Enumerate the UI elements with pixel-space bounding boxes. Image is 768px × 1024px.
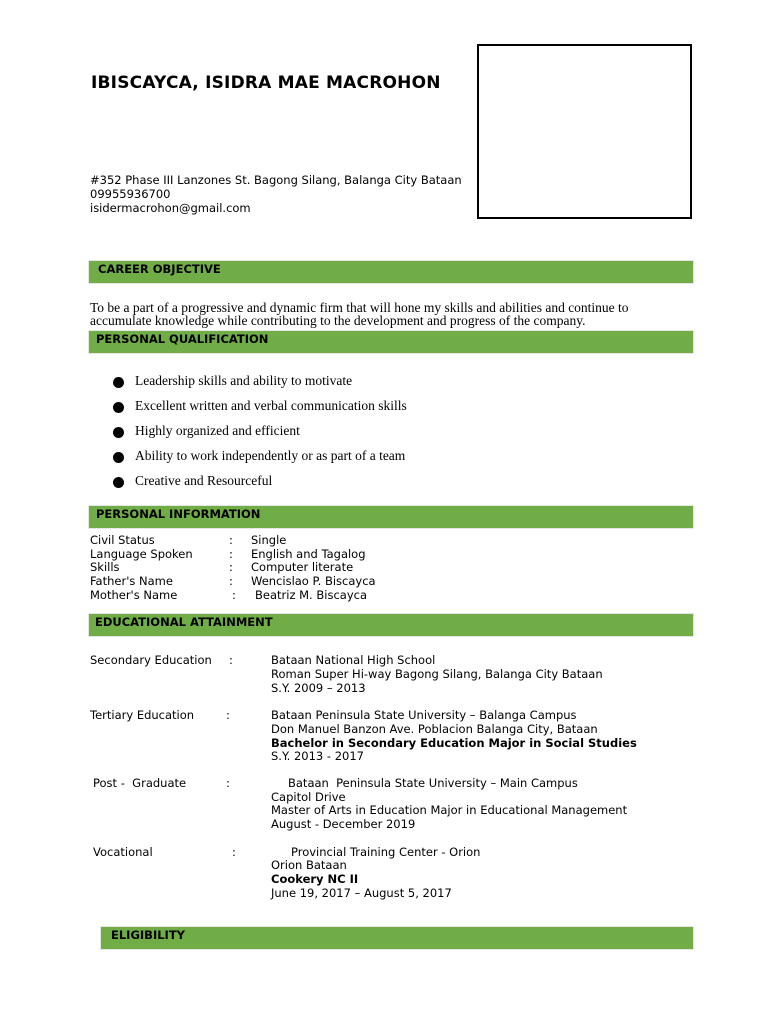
info-separator: :	[229, 547, 233, 561]
school-address: Orion Bataan	[271, 858, 347, 872]
education-level-label: Tertiary Education	[90, 708, 195, 722]
qualification-item: Ability to work independently or as part of a team	[135, 448, 406, 463]
bullet-icon	[113, 377, 124, 388]
school-name: Provincial Training Center - Orion	[291, 845, 481, 859]
qualification-item: Highly organized and efficient	[135, 423, 300, 438]
email: isidermacrohon@gmail.com	[90, 201, 251, 215]
section-educational-attainment	[88, 613, 694, 637]
school-address: Roman Super Hi-way Bagong Silang, Balanga City Bataan	[271, 667, 603, 681]
school-year: June 19, 2017 – August 5, 2017	[271, 886, 452, 900]
info-label: Mother's Name	[90, 588, 178, 602]
qualification-item: Leadership skills and ability to motivate	[135, 373, 353, 388]
bullet-icon	[113, 427, 124, 438]
education-separator: :	[226, 776, 230, 790]
education-separator: :	[229, 653, 233, 667]
degree: Bachelor in Secondary Education Major in Social Studies	[271, 736, 637, 750]
info-label: Skills	[90, 560, 120, 574]
school-address: Capitol Drive	[271, 790, 346, 804]
info-label: Father's Name	[90, 574, 173, 588]
qualification-item: Excellent written and verbal communication skills	[135, 398, 407, 413]
school-year: August - December 2019	[271, 817, 416, 831]
education-level-label: Secondary Education	[90, 653, 212, 667]
objective-text	[90, 301, 680, 327]
objective-line: To be a part of a progressive and dynamic firm that will hone my skills and abilities and continue to	[90, 300, 629, 315]
objective-line: accumulate knowledge while contributing to the development and progress of the company.	[90, 313, 586, 328]
info-label: Civil Status	[90, 533, 155, 547]
info-value: Single	[251, 533, 287, 547]
info-label: Language Spoken	[90, 547, 193, 561]
photo-placeholder	[477, 44, 692, 219]
section-title: PERSONAL QUALIFICATION	[96, 332, 269, 346]
info-separator: :	[229, 533, 233, 547]
address: #352 Phase III Lanzones St. Bagong Silang, Balanga City Bataan	[90, 173, 462, 187]
school-name: Bataan Peninsula State University – Main Campus	[288, 776, 578, 790]
section-title: EDUCATIONAL ATTAINMENT	[95, 615, 273, 629]
phone: 09955936700	[90, 187, 171, 201]
info-value: English and Tagalog	[251, 547, 366, 561]
section-personal-information	[88, 505, 694, 529]
info-separator: :	[232, 588, 236, 602]
info-value: Beatriz M. Biscayca	[255, 588, 367, 602]
info-separator: :	[229, 574, 233, 588]
section-personal-qualification	[88, 330, 694, 354]
school-address: Don Manuel Banzon Ave. Poblacion Balanga City, Bataan	[271, 722, 598, 736]
bullet-icon	[113, 452, 124, 463]
education-level-label: Post - Graduate	[93, 776, 187, 790]
section-title: PERSONAL INFORMATION	[96, 507, 261, 521]
school-year: S.Y. 2013 - 2017	[271, 749, 364, 763]
qualification-item: Creative and Resourceful	[135, 473, 273, 488]
school-year: S.Y. 2009 – 2013	[271, 681, 366, 695]
education-level-label: Vocational	[93, 845, 153, 859]
applicant-name: IBISCAYCA, ISIDRA MAE MACROHON	[91, 73, 441, 93]
education-separator: :	[232, 845, 236, 859]
info-value: Wencislao P. Biscayca	[251, 574, 376, 588]
section-eligibility	[100, 926, 694, 950]
section-title: ELIGIBILITY	[111, 928, 186, 942]
section-career-objective	[88, 260, 694, 284]
education-separator: :	[226, 708, 230, 722]
school-name: Bataan National High School	[271, 653, 436, 667]
info-value: Computer literate	[251, 560, 354, 574]
degree: Cookery NC II	[271, 872, 359, 886]
bullet-icon	[113, 477, 124, 488]
section-title: CAREER OBJECTIVE	[98, 262, 221, 276]
bullet-icon	[113, 402, 124, 413]
degree: Master of Arts in Education Major in Educational Management	[271, 803, 628, 817]
info-separator: :	[229, 560, 233, 574]
school-name: Bataan Peninsula State University – Balanga Campus	[271, 708, 577, 722]
